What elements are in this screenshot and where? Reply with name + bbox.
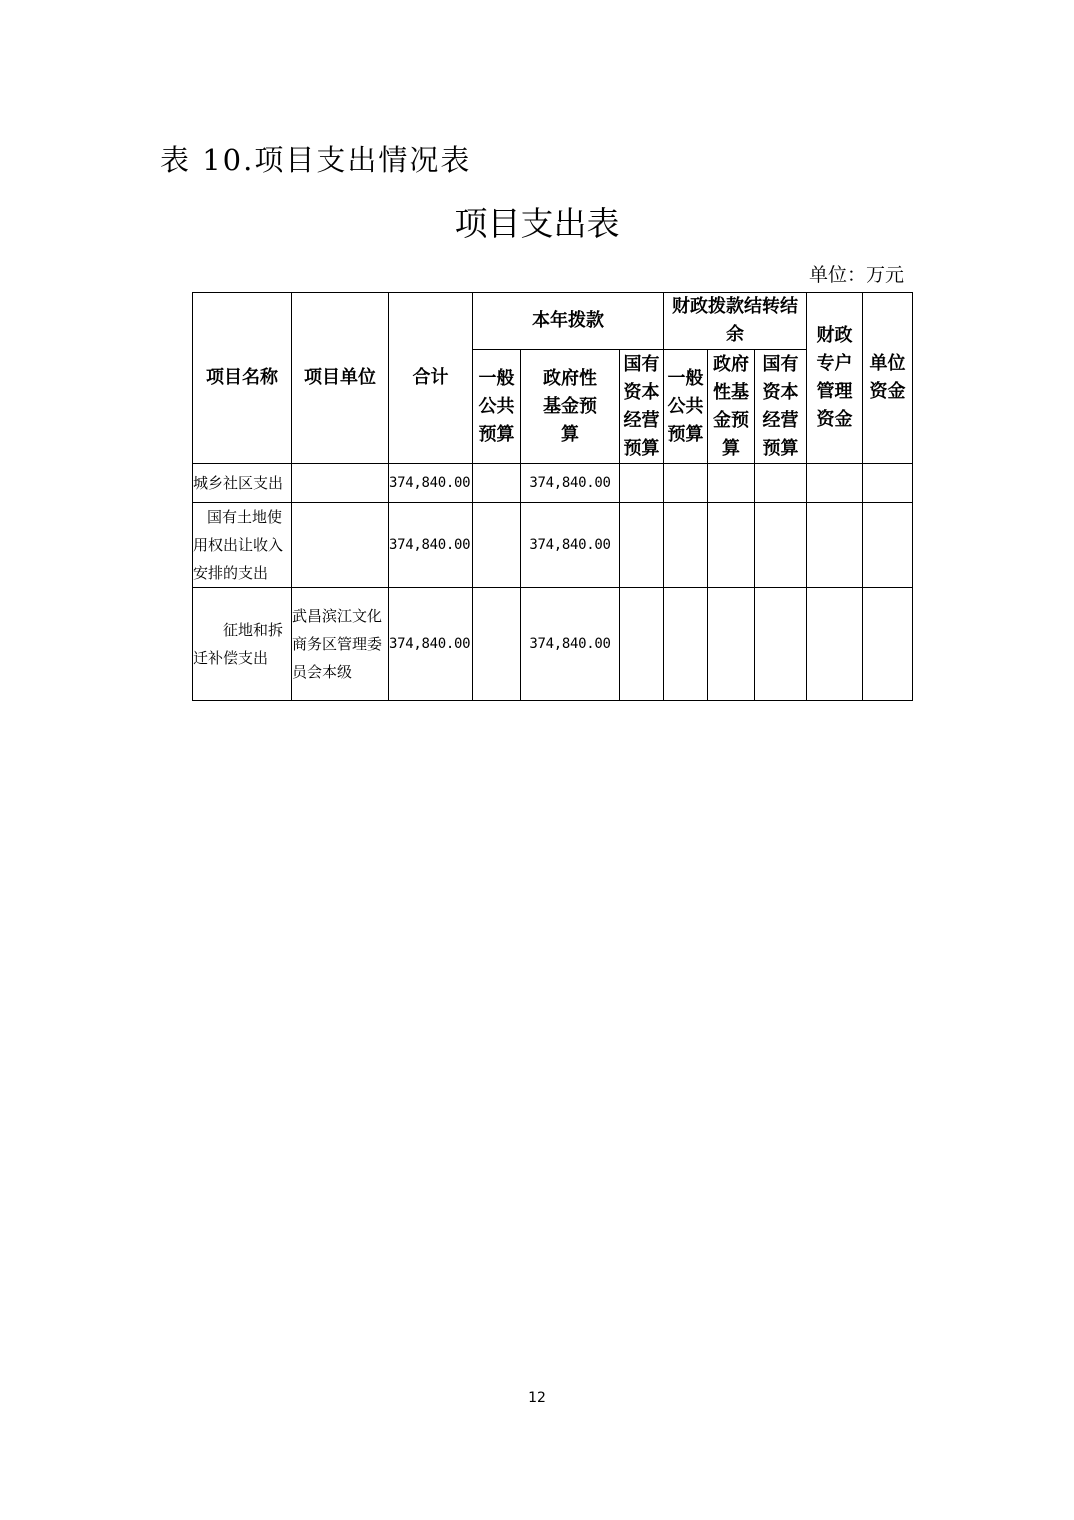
state-capital-cell <box>620 503 664 588</box>
table-row <box>193 588 913 701</box>
header-gov-fund-budget: 政府性基金预算 <box>521 350 620 464</box>
gov-fund-cell: 374,840.00 <box>521 464 620 503</box>
header-current-year-appropriation: 本年拨款 <box>473 293 664 350</box>
carryover-gov-fund-cell <box>708 588 755 701</box>
header-project-unit: 项目单位 <box>292 293 389 464</box>
project-unit-cell <box>292 464 389 503</box>
project-unit-cell <box>292 503 389 588</box>
section-heading: 表 10.项目支出情况表 <box>160 143 472 177</box>
total-cell: 374,840.00 <box>389 464 473 503</box>
header-carryover-general-public: 一般公共预算 <box>664 350 708 464</box>
carryover-state-capital-cell <box>755 588 807 701</box>
table-row <box>193 464 913 503</box>
unit-funds-cell <box>863 464 913 503</box>
gov-fund-cell: 374,840.00 <box>521 588 620 701</box>
header-general-public-budget: 一般公共预算 <box>473 350 521 464</box>
carryover-gov-fund-cell <box>708 503 755 588</box>
carryover-state-capital-cell <box>755 503 807 588</box>
document-title: 项目支出表 <box>454 204 620 243</box>
header-unit-funds: 单位资金 <box>863 293 913 464</box>
unit-funds-cell <box>863 588 913 701</box>
unit-label: 单位：万元 <box>808 264 904 286</box>
table-row <box>193 503 913 588</box>
header-state-capital-budget: 国有资本经营预算 <box>620 350 664 464</box>
carryover-general-public-cell <box>664 464 708 503</box>
state-capital-cell <box>620 464 664 503</box>
carryover-general-public-cell <box>664 588 708 701</box>
total-cell: 374,840.00 <box>389 588 473 701</box>
header-carryover-gov-fund: 政府性基金预算 <box>708 350 755 464</box>
header-project-name: 项目名称 <box>193 293 292 464</box>
fiscal-special-cell <box>807 503 863 588</box>
total-cell: 374,840.00 <box>389 503 473 588</box>
general-public-cell <box>473 503 521 588</box>
header-carryover-balance: 财政拨款结转结余 <box>664 293 807 350</box>
project-expenditure-table <box>192 292 913 701</box>
carryover-general-public-cell <box>664 503 708 588</box>
project-name-cell: 国有土地使用权出让收入安排的支出 <box>193 503 292 588</box>
unit-funds-cell <box>863 503 913 588</box>
project-name-cell: 城乡社区支出 <box>193 464 292 503</box>
page-number: 12 <box>528 1390 546 1406</box>
carryover-gov-fund-cell <box>708 464 755 503</box>
project-unit-cell: 武昌滨江文化商务区管理委员会本级 <box>292 588 389 701</box>
fiscal-special-cell <box>807 464 863 503</box>
state-capital-cell <box>620 588 664 701</box>
project-name-cell: 征地和拆迁补偿支出 <box>193 588 292 701</box>
header-carryover-state-capital: 国有资本经营预算 <box>755 350 807 464</box>
header-total: 合计 <box>389 293 473 464</box>
fiscal-special-cell <box>807 588 863 701</box>
header-fiscal-special-account: 财政专户管理资金 <box>807 293 863 464</box>
general-public-cell <box>473 464 521 503</box>
gov-fund-cell: 374,840.00 <box>521 503 620 588</box>
carryover-state-capital-cell <box>755 464 807 503</box>
general-public-cell <box>473 588 521 701</box>
